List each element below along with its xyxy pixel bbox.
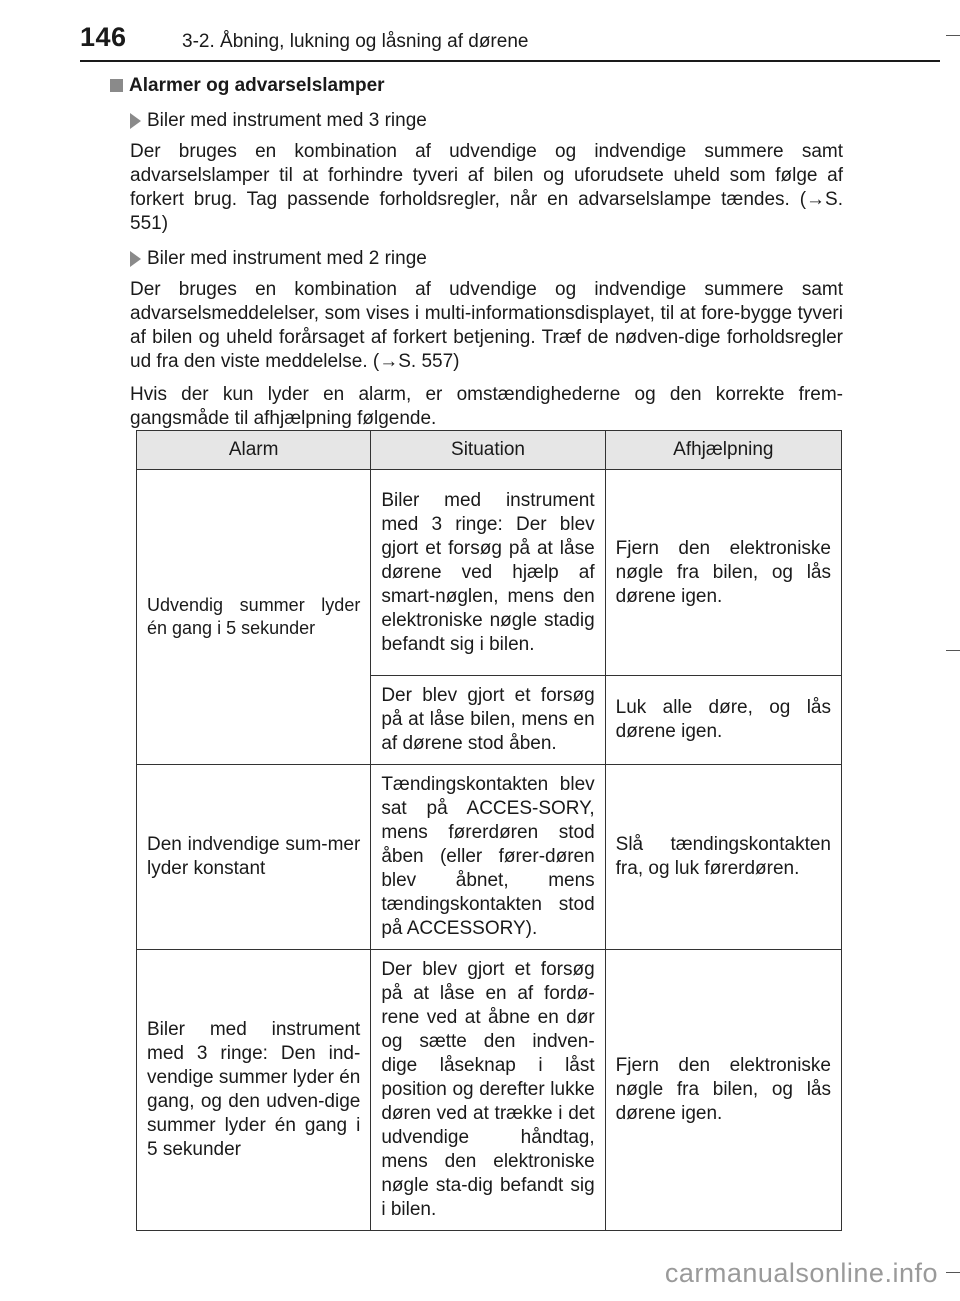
header-situation: Situation <box>371 431 605 470</box>
sub-heading-3-rings <box>130 107 843 134</box>
alarm-table <box>136 430 842 1231</box>
crop-mark-bottom <box>946 1272 960 1273</box>
chapter-title: 3-2. Åbning, lukning og låsning af dørene <box>182 31 529 52</box>
page-number: 146 <box>80 22 127 52</box>
situation-cell: Biler med instrument med 3 ringe: Der blev gjort et forsøg på at låse dørene ved hjælp af smart-nøglen, mens den elektroniske nøgle stadig befandt sig i bilen. <box>371 470 605 676</box>
section-heading <box>110 72 843 99</box>
triangle-bullet-icon <box>130 251 141 267</box>
watermark: carmanualsonline.info <box>664 1258 938 1288</box>
alarm-cell: Den indvendige sum-mer lyder konstant <box>137 765 371 950</box>
triangle-bullet-icon <box>130 113 141 129</box>
paragraph-alarm-intro: Hvis der kun lyder en alarm, er omstændighederne og den korrekte frem-gangsmåde til afhjælpning følgende. <box>130 384 843 429</box>
square-bullet-icon <box>110 79 123 92</box>
remedy-cell: Slå tændingskontakten fra, og luk førerdøren. <box>605 765 841 950</box>
situation-cell: Tændingskontakten blev sat på ACCES-SORY, mens førerdøren stod åben (eller fører-døren blev åbnet, mens tændingskontakten stod på ACCESSORY). <box>371 765 605 950</box>
header-remedy: Afhjælpning <box>605 431 841 470</box>
header-alarm: Alarm <box>137 431 371 470</box>
situation-cell: Der blev gjort et forsøg på at låse bilen, mens en af dørene stod åben. <box>371 676 605 765</box>
sub-heading-2-rings-text: Biler med instrument med 2 ringe <box>147 248 427 269</box>
table-header-row <box>137 431 842 470</box>
paragraph-3-rings: Der bruges en kombination af udvendige og indvendige summere samt advarselslamper til at forhindre tyveri af bilen og uforudsete uheld som følge af forkert brug. Tag passende forholdsregler, når en advarselslampe tændes. (→S. 551) <box>130 141 843 234</box>
alarm-cell: Udvendig summer lyder én gang i 5 sekunder <box>137 470 371 765</box>
situation-cell: Der blev gjort et forsøg på at låse en af fordø-rene ved at åbne en dør og sætte den indven-dige låseknap i låst position og derefter lukke døren ved at trække i det udvendige håndtag, mens den elektroniske nøgle sta-dig befandt sig i bilen. <box>371 950 605 1231</box>
remedy-cell: Fjern den elektroniske nøgle fra bilen, og lås dørene igen. <box>605 470 841 676</box>
sub-heading-3-rings-text: Biler med instrument med 3 ringe <box>147 110 427 131</box>
table-row <box>137 470 842 676</box>
crop-mark-top <box>946 35 960 36</box>
paragraph-2-rings: Der bruges en kombination af udvendige og indvendige summere samt advarselsmeddelelser, som vises i multi-informationsdisplayet, til at fore-bygge tyveri af bilen og uheld forårsaget af forkert betjening. Træf de nødven-dige forholdsregler ud fra den viste meddelelse. (→S. 557) <box>130 279 843 372</box>
remedy-cell: Fjern den elektroniske nøgle fra bilen, og lås dørene igen. <box>605 950 841 1231</box>
sub-heading-2-rings <box>130 245 843 272</box>
header-rule <box>80 60 940 62</box>
remedy-cell: Luk alle døre, og lås dørene igen. <box>605 676 841 765</box>
section-heading-text: Alarmer og advarselslamper <box>129 75 385 96</box>
alarm-cell: Biler med instrument med 3 ringe: Den ind-vendige summer lyder én gang, og den udven-dige summer lyder én gang i 5 sekunder <box>137 950 371 1231</box>
table-row <box>137 765 842 950</box>
main-content <box>110 72 843 440</box>
table-row <box>137 950 842 1231</box>
crop-mark-middle <box>946 650 960 651</box>
